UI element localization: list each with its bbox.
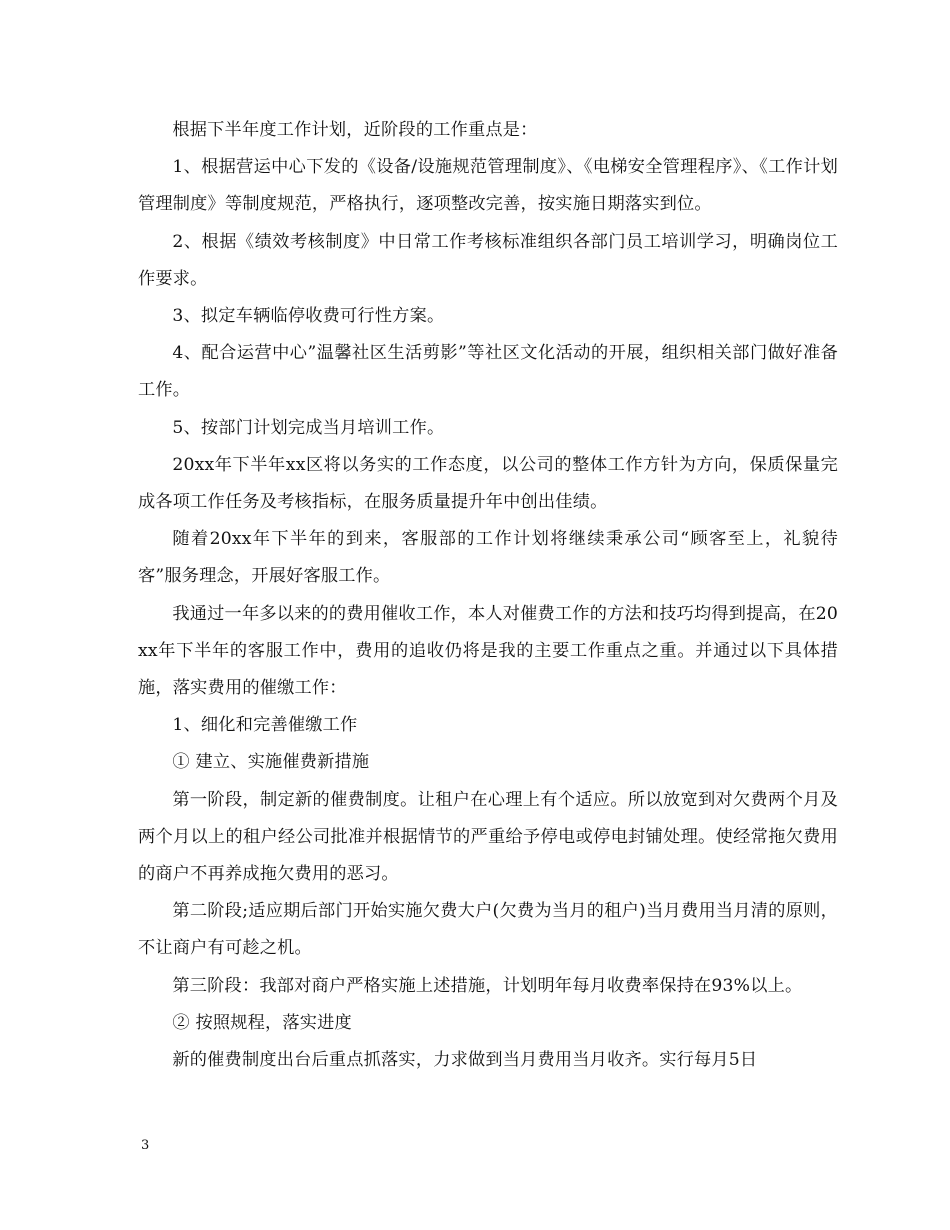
paragraph-item-3-parking-fee: 3、拟定车辆临停收费可行性方案。	[172, 306, 445, 327]
document-body	[138, 112, 838, 1079]
paragraph-district-goal: 20xx年下半年xx区将以务实的工作态度，以公司的整体工作方针为方向，保质保量完成各项工作任务及考核指标，在服务质量提升年中创出佳绩。	[138, 454, 838, 513]
paragraph-stage-1: 第一阶段，制定新的催费制度。让租户在心理上有个适应。所以放宽到对欠费两个月及两个月以上的租户经公司批准并根据情节的严重给予停电或停电封铺处理。使经常拖欠费用的商户不再养成拖欠费用的恶习。	[138, 789, 838, 885]
paragraph-item-1-regulations: 1、根据营运中心下发的《设备/设施规范管理制度》、《电梯安全管理程序》、《工作计划管理制度》等制度规范，严格执行，逐项整改完善，按实施日期落实到位。	[138, 157, 838, 215]
paragraph-stage-2: 第二阶段;适应期后部门开始实施欠费大户(欠费为当月的租户)当月费用当月清的原则，不让商户有可趁之机。	[138, 901, 838, 959]
paragraph-item-2-training: 2、根据《绩效考核制度》中日常工作考核标准组织各部门员工培训学习，明确岗位工作要求。	[138, 231, 838, 289]
paragraph-subsection-1-heading: ① 建立、实施催费新措施	[172, 752, 370, 773]
paragraph-item-5-monthly-training: 5、按部门计划完成当月培训工作。	[172, 417, 445, 438]
paragraph-customer-service-plan: 随着20xx年下半年的到来，客服部的工作计划将继续秉承公司“顾客至上，礼貌待客”服务理念，开展好客服工作。	[138, 529, 838, 587]
paragraph-stage-3: 第三阶段：我部对商户严格实施上述措施，计划明年每月收费率保持在93%以上。	[172, 975, 803, 996]
paragraph-subsection-2-heading: ② 按照规程，落实进度	[172, 1012, 352, 1033]
paragraph-work-plan-intro: 根据下半年度工作计划，近阶段的工作重点是：	[172, 120, 538, 140]
paragraph-item-4-community-activity: 4、配合运营中心”温馨社区生活剪影”等社区文化活动的开展，组织相关部门做好准备工作。	[138, 343, 838, 401]
page-number: 3	[141, 1138, 150, 1153]
paragraph-section-1-heading: 1、细化和完善催缴工作	[172, 715, 358, 736]
paragraph-fee-collection-summary: 我通过一年多以来的的费用催收工作，本人对催费工作的方法和技巧均得到提高，在20xx年下半年的客服工作中，费用的追收仍将是我的主要工作重点之重。并通过以下具体措施，落实费用的催缴工作：	[138, 603, 839, 699]
paragraph-implementation: 新的催费制度出台后重点抓落实，力求做到当月费用当月收齐。实行每月5日	[172, 1050, 758, 1071]
